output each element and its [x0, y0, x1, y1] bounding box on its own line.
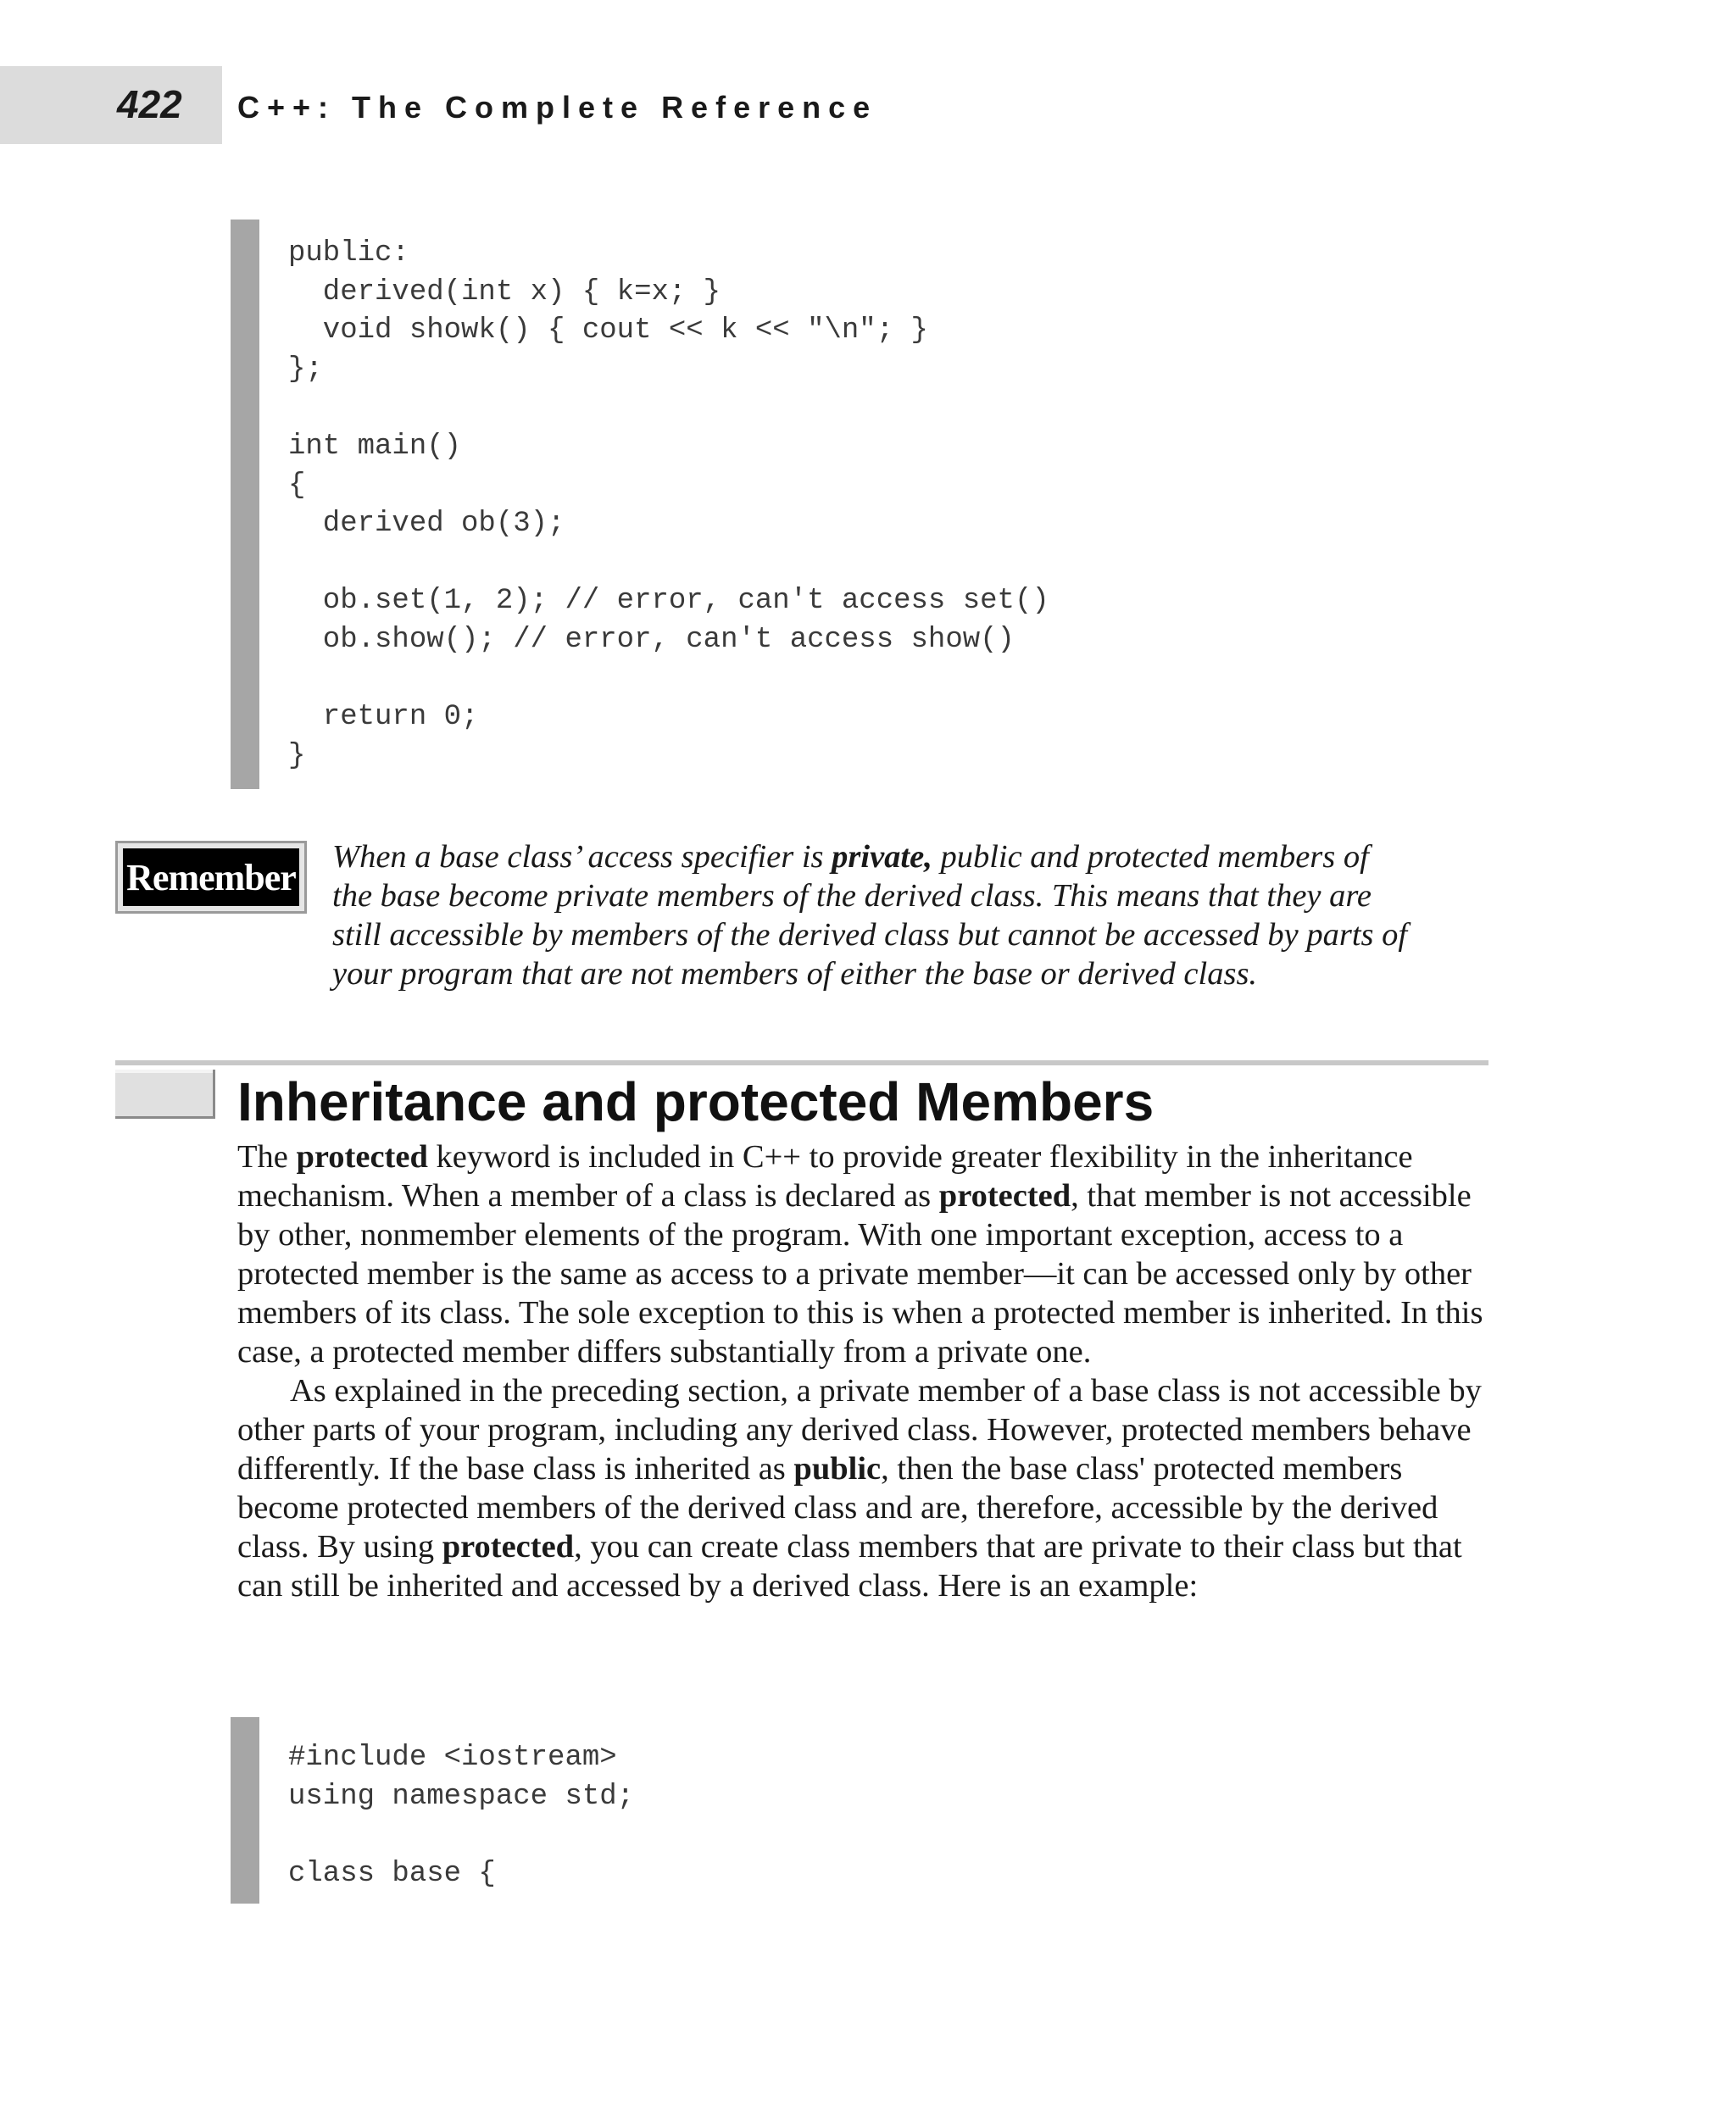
header-tab	[0, 66, 222, 144]
remember-badge	[115, 841, 307, 914]
paragraph-1: The protected keyword is included in C++ to provide greater flexibility in the inheritance mechanism. When a member of a class is declared as protected, that member is not accessible by other, nonmember elements of the program. With one important exception, access to a protected member is the same as access to a private member—it can be accessed only by other members of its class. The sole exception to this is when a protected member is inherited. In this case, a protected member differs substantially from a private one.	[237, 1139, 1483, 1370]
section-marker	[115, 1070, 215, 1119]
section-body	[237, 1137, 1492, 1605]
section-rule	[115, 1060, 1488, 1065]
page-number: 422	[117, 82, 182, 126]
remember-note: When a base class’ access specifier is private, public and protected members of the base become private members of the derived class. This means that they are still accessible by members of the derived class but cannot be accessed by parts of your program that are not members of either the base or derived class.	[332, 839, 1408, 992]
code-listing-top	[231, 220, 1049, 789]
remember-badge-label: Remember	[126, 856, 296, 898]
code-listing-bottom-text: #include <iostream> using namespace std; class base {	[288, 1742, 635, 1890]
running-head: C++: The Complete Reference	[237, 90, 878, 125]
paragraph-2: As explained in the preceding section, a private member of a base class is not accessible by other parts of your program, including any derived class. However, protected members behave differently. If the base class is inherited as public, then the base class' protected members become protected members of the derived class and are, therefore, accessible by the derived class. By using protected, you can create class members that are private to their class but that can still be inherited and accessed by a derived class. Here is an example:	[237, 1373, 1482, 1604]
code-listing-top-text: public: derived(int x) { k=x; } void showk() { cout << k << "\n"; } }; int main() { derived ob(3); ob.set(1, 2); // error, can't access set() ob.show(); // error, can't access show() return 0; }	[288, 237, 1049, 772]
section-title: Inheritance and protected Members	[237, 1071, 1155, 1132]
code-listing-bottom	[231, 1717, 634, 1904]
